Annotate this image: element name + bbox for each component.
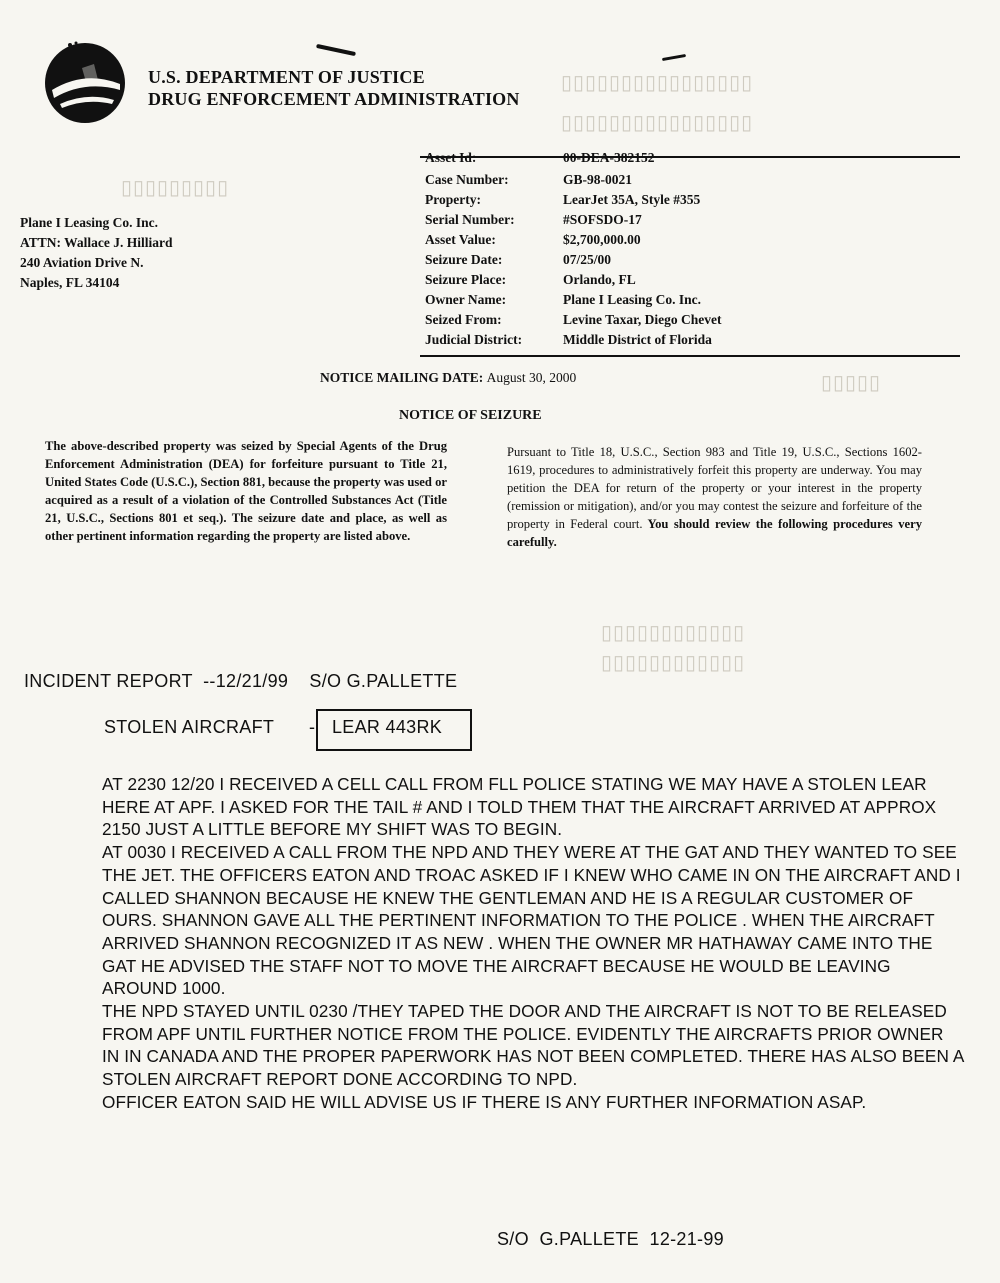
bleed-through-texture: ▯▯▯▯▯ (820, 372, 881, 394)
asset-label: Seizure Place: (425, 272, 507, 287)
asset-label: Case Number: (425, 172, 509, 187)
asset-label: Property: (425, 192, 481, 207)
asset-value: #SOFSDO-17 (563, 212, 642, 227)
asset-label: Seized From: (425, 312, 502, 327)
asset-value: GB-98-0021 (563, 172, 632, 187)
notice-right-column (507, 443, 922, 551)
subject-dash: - (309, 717, 316, 737)
recipient-line-2: ATTN: Wallace J. Hilliard (20, 235, 173, 250)
incident-signoff: S/O G.PALLETE 12-21-99 (497, 1229, 724, 1249)
agency-line-1: U.S. DEPARTMENT OF JUSTICE (148, 67, 425, 87)
incident-paragraph: THE NPD STAYED UNTIL 0230 /THEY TAPED THE DOOR AND THE AIRCRAFT IS NOT TO BE RELEASED FROM APF UNTIL FURTHER NOTICE FROM THE POLICE. EVIDENTLY THE AIRCRAFTS PRIOR OWNER IN IN CANADA AND THE PROPER PAPERWORK HAS NOT BEEN COMPLETED. THERE HAS ALSO BEEN A STOLEN AIRCRAFT REPORT DONE ACCORDING TO NPD. (102, 1001, 964, 1090)
asset-row (420, 332, 960, 352)
table-rule-bottom (420, 355, 960, 357)
asset-row (420, 252, 960, 272)
asset-row (420, 212, 960, 232)
asset-value: Plane I Leasing Co. Inc. (563, 292, 702, 307)
asset-value: $2,700,000.00 (563, 232, 641, 247)
asset-row (420, 192, 960, 212)
asset-row (420, 272, 960, 292)
asset-value: 07/25/00 (563, 252, 612, 267)
asset-row (420, 292, 960, 312)
recipient-line-1: Plane I Leasing Co. Inc. (20, 215, 159, 230)
subject-label: STOLEN AIRCRAFT (104, 717, 275, 737)
notice-right-paragraph: Pursuant to Title 18, U.S.C., Section 983 and Title 19, U.S.C., Sections 1602-1619, procedures to administratively forfeit this property are underway. You may petition the DEA for return of the property or your interest in the property (remission or mitigation), and/or you may contest the seizure and forfeiture of the property in Federal court. (507, 445, 922, 531)
mailing-date-value: August 30, 2000 (486, 370, 577, 385)
incident-report-heading: INCIDENT REPORT --12/21/99 S/O G.PALLETTE (24, 671, 458, 691)
asset-value: Middle District of Florida (563, 332, 712, 347)
asset-label: Judicial District: (425, 332, 523, 347)
doj-seal-icon (42, 40, 128, 126)
bleed-through-texture: ▯▯▯▯▯▯▯▯▯▯▯▯ (600, 622, 745, 644)
notice-mailing-date (320, 370, 576, 386)
asset-label: Asset Value: (425, 232, 496, 247)
notice-title: NOTICE OF SEIZURE (399, 408, 542, 423)
asset-value: Levine Taxar, Diego Chevet (563, 312, 722, 327)
incident-subject (104, 717, 316, 738)
agency-name (148, 66, 520, 110)
bleed-through-texture: ▯▯▯▯▯▯▯▯▯▯▯▯ (600, 652, 745, 674)
tail-number: LEAR 443RK (332, 717, 443, 737)
notice-left-paragraph: The above-described property was seized by Special Agents of the Drug Enforcement Administration (DEA) for forfeiture pursuant to Title 21, United States Code (U.S.C.), Section 881, because the property was used or acquired as a result of a violation of the Controlled Substances Act (Title 21, U.S.C., Sections 801 et seq.). The seizure date and place, as well as other pertinent information regarding the property are listed above. (45, 439, 447, 543)
ink-mark (316, 44, 356, 56)
asset-label: Seizure Date: (425, 252, 503, 267)
recipient-address (20, 213, 173, 293)
incident-body (24, 773, 964, 1114)
agency-line-2: DRUG ENFORCEMENT ADMINISTRATION (148, 89, 520, 109)
asset-label: Serial Number: (425, 212, 515, 227)
asset-row (420, 232, 960, 252)
asset-row (420, 172, 960, 192)
recipient-line-4: Naples, FL 34104 (20, 275, 120, 290)
incident-paragraph: OFFICER EATON SAID HE WILL ADVISE US IF THERE IS ANY FURTHER INFORMATION ASAP. (102, 1091, 867, 1112)
bleed-through-texture: ▯▯▯▯▯▯▯▯▯ (120, 177, 229, 199)
incident-paragraph: AT 2230 12/20 I RECEIVED A CELL CALL FROM FLL POLICE STATING WE MAY HAVE A STOLEN LEAR HERE AT APF. I ASKED FOR THE TAIL # AND I TOLD THEM THAT THE AIRCRAFT ARRIVED AT APPROX 2150 JUST A LITTLE BEFORE MY SHIFT WAS TO BEGIN. (102, 774, 937, 840)
ink-mark (662, 54, 686, 61)
asset-row (420, 150, 960, 170)
notice-right-emphasis: You should review the following procedures very carefully. (507, 517, 922, 549)
asset-label: Owner Name: (425, 292, 507, 307)
asset-label: Asset Id: (425, 150, 477, 165)
incident-paragraph: AT 0030 I RECEIVED A CALL FROM THE NPD AND THEY WERE AT THE GAT AND THEY WANTED TO SEE THE JET. THE OFFICERS EATON AND TROAC ASKED IF I KNEW WHO CAME IN ON THE AIRCRAFT AND I CALLED SHANNON BECAUSE HE KNEW THE GENTLEMAN AND HE IS A REGULAR CUSTOMER OF OURS. SHANNON GAVE ALL THE PERTINENT INFORMATION TO THE POLICE . WHEN THE AIRCRAFT ARRIVED SHANNON RECOGNIZED IT AS NEW . WHEN THE OWNER MR HATHAWAY CAME INTO THE GAT HE ADVISED THE STAFF NOT TO MOVE THE AIRCRAFT BECAUSE HE WOULD BE LEAVING AROUND 1000. (102, 842, 961, 999)
asset-row (420, 312, 960, 332)
asset-value: Orlando, FL (563, 272, 636, 287)
bleed-through-texture: ▯▯▯▯▯▯▯▯▯▯▯▯▯▯▯▯ (560, 72, 753, 94)
mailing-date-label: NOTICE MAILING DATE: (320, 370, 484, 385)
asset-value: LearJet 35A, Style #355 (563, 192, 701, 207)
bleed-through-texture: ▯▯▯▯▯▯▯▯▯▯▯▯▯▯▯▯ (560, 112, 753, 134)
asset-value: 00-DEA-382152 (563, 150, 655, 165)
recipient-line-3: 240 Aviation Drive N. (20, 255, 144, 270)
